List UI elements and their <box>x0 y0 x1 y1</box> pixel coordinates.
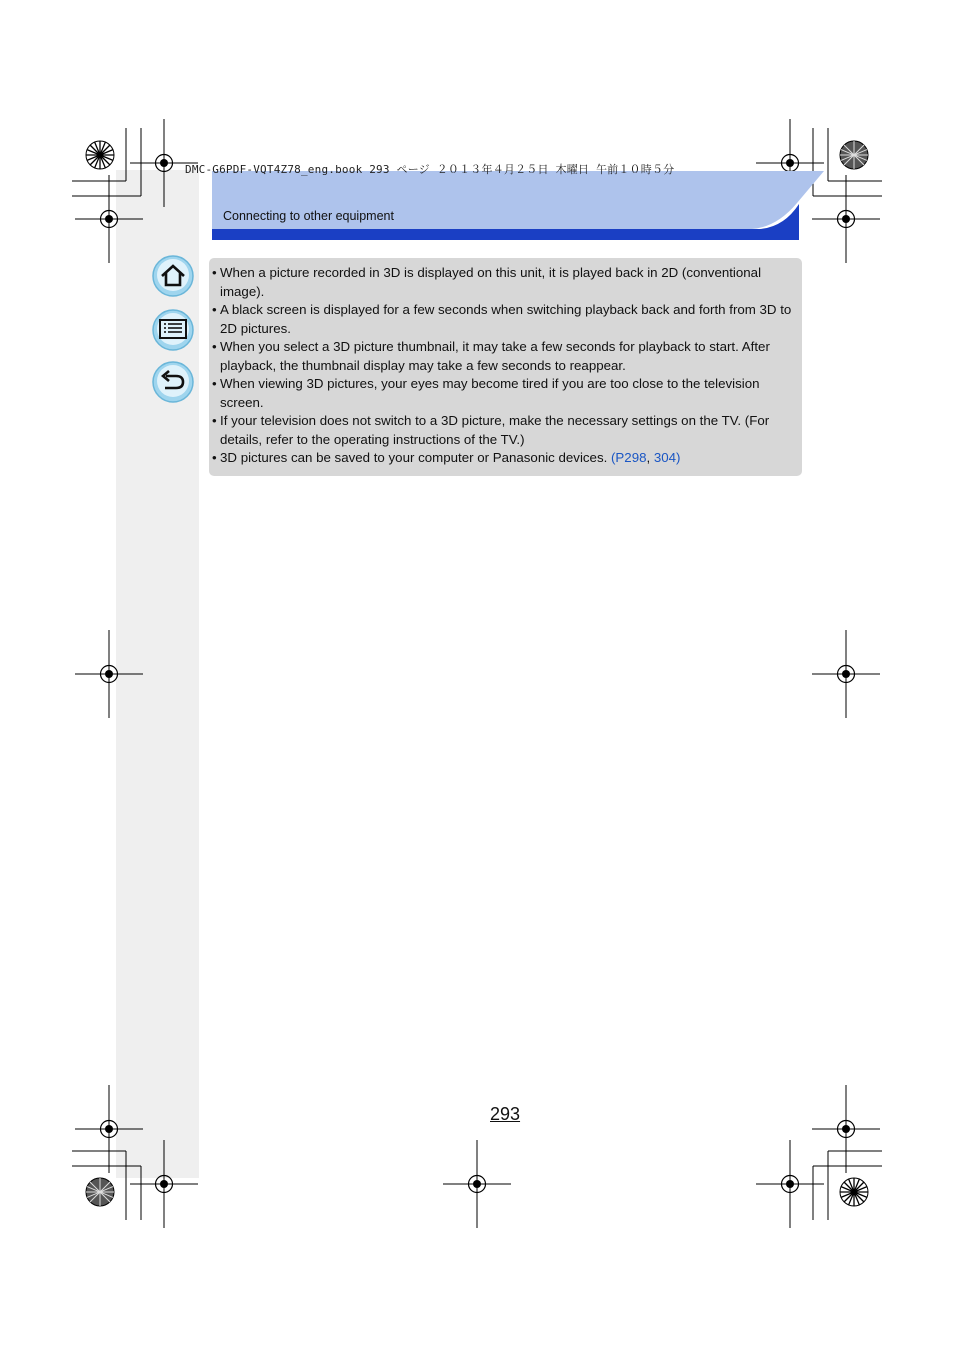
note-text: 3D pictures can be saved to your computer or Panasonic devices. <box>220 450 611 465</box>
note-text: If your television does not switch to a 3D picture, make the necessary settings on the TV. (For details, refer to the operating instructions of the TV.) <box>220 413 770 447</box>
contents-icon <box>152 309 194 351</box>
print-info-line: DMC-G6PDF-VQT4Z78_eng.book 293 ページ ２０１３年４月２５日 木曜日 午前１０時５分 <box>185 163 675 176</box>
contents-button[interactable] <box>152 309 194 351</box>
note-text: When viewing 3D pictures, your eyes may become tired if you are too close to the television screen. <box>220 376 760 410</box>
bullet: • <box>212 450 217 465</box>
header-banner <box>212 171 824 241</box>
home-button[interactable] <box>152 255 194 297</box>
note-text: When you select a 3D picture thumbnail, it may take a few seconds for playback to start. After playback, the thumbnail display may take a few seconds to reappear. <box>220 339 770 373</box>
note-item <box>212 264 796 301</box>
bullet: • <box>212 302 217 317</box>
note-item <box>212 412 796 449</box>
note-item <box>212 375 796 412</box>
note-text: A black screen is displayed for a few seconds when switching playback back and forth from 3D to 2D pictures. <box>220 302 792 336</box>
back-button[interactable] <box>152 361 194 403</box>
link-separator: , <box>646 450 654 465</box>
bullet: • <box>212 265 217 280</box>
link-p298[interactable]: (P298 <box>611 450 647 465</box>
home-icon <box>152 255 194 297</box>
section-title: Connecting to other equipment <box>223 209 394 223</box>
link-304[interactable]: 304) <box>653 450 681 465</box>
bullet: • <box>212 339 217 354</box>
page-number: 293 <box>490 1104 521 1124</box>
bullet: • <box>212 413 217 428</box>
notes-box <box>209 258 802 476</box>
note-item <box>212 301 796 338</box>
note-item <box>212 449 796 468</box>
back-icon <box>152 361 194 403</box>
note-item <box>212 338 796 375</box>
bullet: • <box>212 376 217 391</box>
notes-list <box>209 258 802 468</box>
note-text: When a picture recorded in 3D is displayed on this unit, it is played back in 2D (conventional image). <box>220 265 762 299</box>
section-header <box>212 171 824 241</box>
